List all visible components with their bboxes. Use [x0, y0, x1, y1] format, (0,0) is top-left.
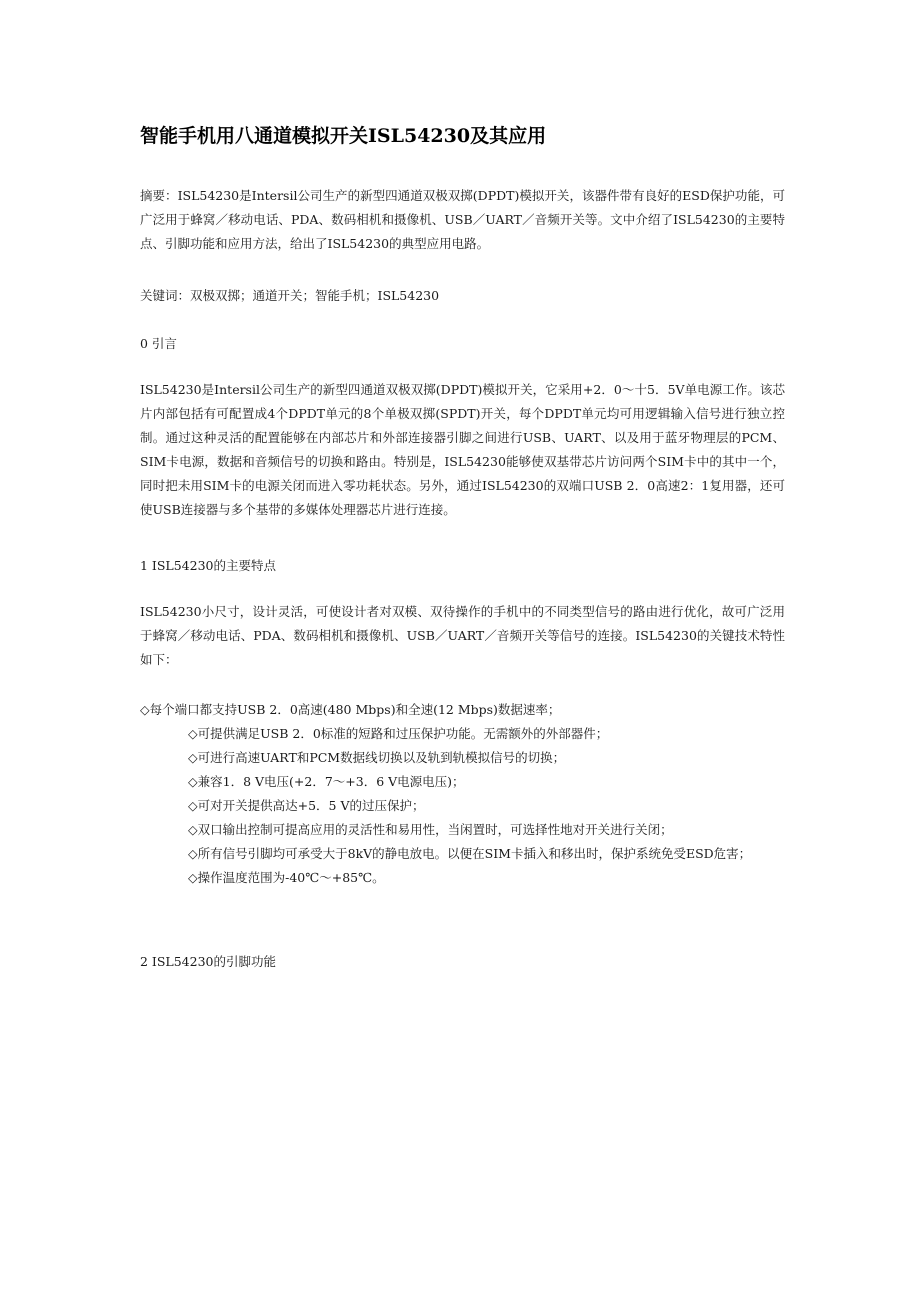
feature-item: ◇操作温度范围为-40℃～+85℃。: [188, 870, 385, 885]
section-0-body: ISL54230是Intersil公司生产的新型四通道双极双掷(DPDT)模拟开关，它采用+2．0～十5．5V单电源工作。该芯片内部包括有可配置成4个DPDT单元的8个单极双掷(SPDT)开关，每个DPDT单元均可用逻辑输入信号进行独立控制。通过这种灵活的配置能够在内部芯片和外部连接器引脚之间进行USB、UART、以及用于蓝牙物理层的PCM、SIM卡电源，数据和音频信号的切换和路由。特别是，ISL54230能够使双基带芯片访问两个SIM卡中的其中一个，同时把未用SIM卡的电源关闭而进入零功耗状态。另外，通过ISL54230的双端口USB 2．0高速2：1复用器，还可使USB连接器与多个基带的多媒体处理器芯片进行连接。: [140, 382, 785, 517]
section-2-heading: 2 ISL54230的引脚功能: [140, 954, 276, 969]
feature-item: ◇所有信号引脚均可承受大于8kV的静电放电。以便在SIM卡插入和移出时，保护系统免受ESD危害；: [188, 846, 752, 861]
feature-item: ◇兼容1．8 V电压(+2．7～+3．6 V电源电压)；: [188, 774, 465, 789]
feature-item: ◇可进行高速UART和PCM数据线切换以及轨到轨模拟信号的切换；: [188, 750, 566, 765]
feature-item: ◇可对开关提供高达+5．5 V的过压保护；: [188, 798, 425, 813]
feature-item: ◇双口输出控制可提高应用的灵活性和易用性，当闲置时，可选择性地对开关进行关闭；: [188, 822, 673, 837]
abstract-paragraph: 摘要：ISL54230是Intersil公司生产的新型四通道双极双掷(DPDT)模拟开关，该器件带有良好的ESD保护功能，可广泛用于蜂窝／移动电话、PDA、数码相机和摄像机、USB／UART／音频开关等。文中介绍了ISL54230的主要特点、引脚功能和应用方法，给出了ISL54230的典型应用电路。: [140, 188, 785, 251]
feature-item: ◇每个端口都支持USB 2．0高速(480 Mbps)和全速(12 Mbps)数据速率；: [140, 702, 561, 717]
section-1-heading: 1 ISL54230的主要特点: [140, 558, 276, 573]
feature-list: [140, 698, 785, 890]
document-title: 智能手机用八通道模拟开关ISL54230及其应用: [140, 125, 547, 147]
feature-item: ◇可提供满足USB 2．0标准的短路和过压保护功能。无需额外的外部器件；: [188, 726, 609, 741]
section-0-heading: 0 引言: [140, 336, 177, 351]
keywords-line: 关键词：双极双掷；通道开关；智能手机；ISL54230: [140, 288, 440, 303]
section-1-body: ISL54230小尺寸，设计灵活，可使设计者对双模、双待操作的手机中的不同类型信号的路由进行优化，故可广泛用于蜂窝／移动电话、PDA、数码相机和摄像机、USB／UART／音频开关等信号的连接。ISL54230的关键技术特性如下：: [140, 604, 785, 667]
